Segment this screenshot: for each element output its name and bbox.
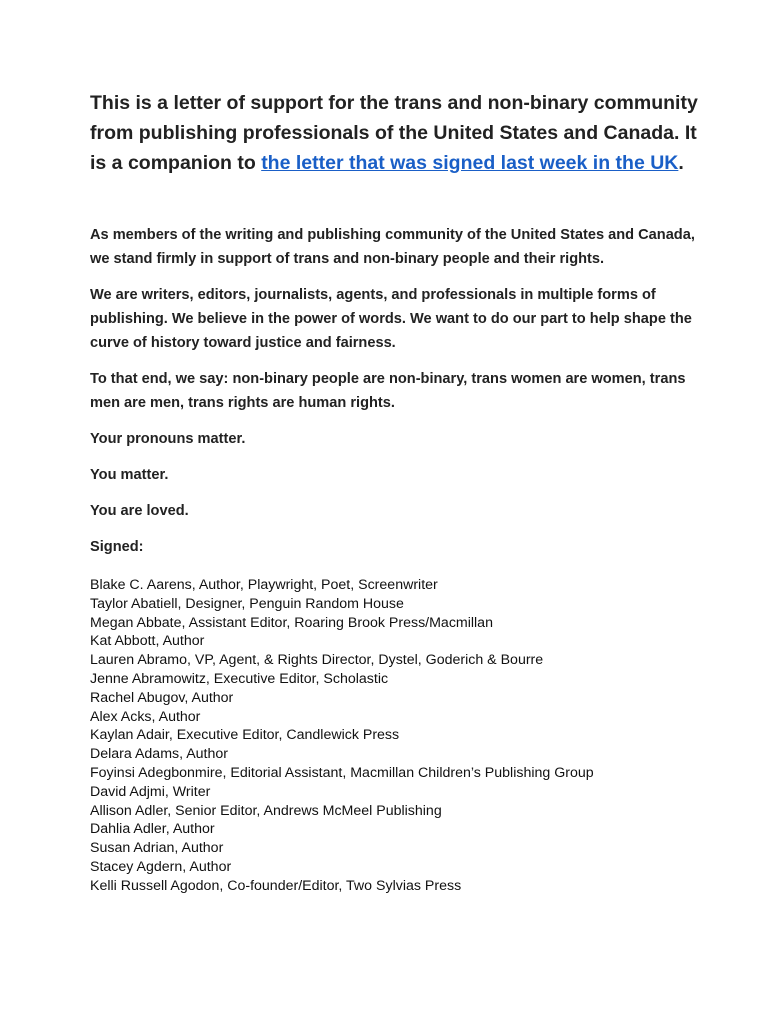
signatory-item: Kelli Russell Agodon, Co-founder/Editor, Two Sylvias Press <box>90 877 462 894</box>
statement-paragraph-to-that-end: To that end, we say: non-binary people are non-binary, trans women are women, trans men are men, trans rights are human rights. <box>90 371 686 411</box>
signatory-item: Jenne Abramowitz, Executive Editor, Scholastic <box>90 670 389 687</box>
signatory-item: Kat Abbott, Author <box>90 633 205 650</box>
signatory-item: Alex Acks, Author <box>90 708 201 725</box>
signatory-item: Susan Adrian, Author <box>90 840 224 857</box>
statement-pronouns-matter: Your pronouns matter. <box>90 431 246 447</box>
uk-letter-link[interactable]: the letter that was signed last week in the UK <box>261 152 679 174</box>
signatory-item: Megan Abbate, Assistant Editor, Roaring Brook Press/Macmillan <box>90 614 493 631</box>
intro-paragraph <box>90 88 700 178</box>
statement-paragraph-who-we-are: We are writers, editors, journalists, agents, and professionals in multiple forms of publishing. We believe in the power of words. We want to do our part to help shape the curve of history toward justice and fairness. <box>90 287 692 351</box>
statement-you-matter: You matter. <box>90 467 169 483</box>
signatory-list <box>90 576 700 896</box>
letter-document <box>90 88 700 896</box>
statement-paragraph-support: As members of the writing and publishing community of the United States and Canada, we stand firmly in support of trans and non-binary people and their rights. <box>90 227 695 267</box>
signatory-item: Taylor Abatiell, Designer, Penguin Random House <box>90 595 404 612</box>
statement-section <box>90 223 700 559</box>
intro-text: This is a letter of support for the trans and non-binary community from publishing professionals of the United States and Canada. It is a companion to <box>90 92 698 174</box>
signatory-item: Blake C. Aarens, Author, Playwright, Poet, Screenwriter <box>90 577 438 593</box>
intro-text-end: . <box>678 152 684 174</box>
signatory-item: David Adjmi, Writer <box>90 783 211 800</box>
signatory-item: Kaylan Adair, Executive Editor, Candlewick Press <box>90 727 400 744</box>
signatory-item: Dahlia Adler, Author <box>90 821 215 838</box>
signatory-item: Delara Adams, Author <box>90 746 229 763</box>
signed-heading: Signed: <box>90 539 144 555</box>
signatory-item: Foyinsi Adegbonmire, Editorial Assistant, Macmillan Children’s Publishing Group <box>90 764 594 781</box>
signatory-item: Allison Adler, Senior Editor, Andrews McMeel Publishing <box>90 802 442 819</box>
statement-you-are-loved: You are loved. <box>90 503 189 519</box>
signatory-item: Rachel Abugov, Author <box>90 689 234 706</box>
signatory-item: Stacey Agdern, Author <box>90 858 232 875</box>
signatory-item: Lauren Abramo, VP, Agent, & Rights Director, Dystel, Goderich & Bourre <box>90 652 544 669</box>
